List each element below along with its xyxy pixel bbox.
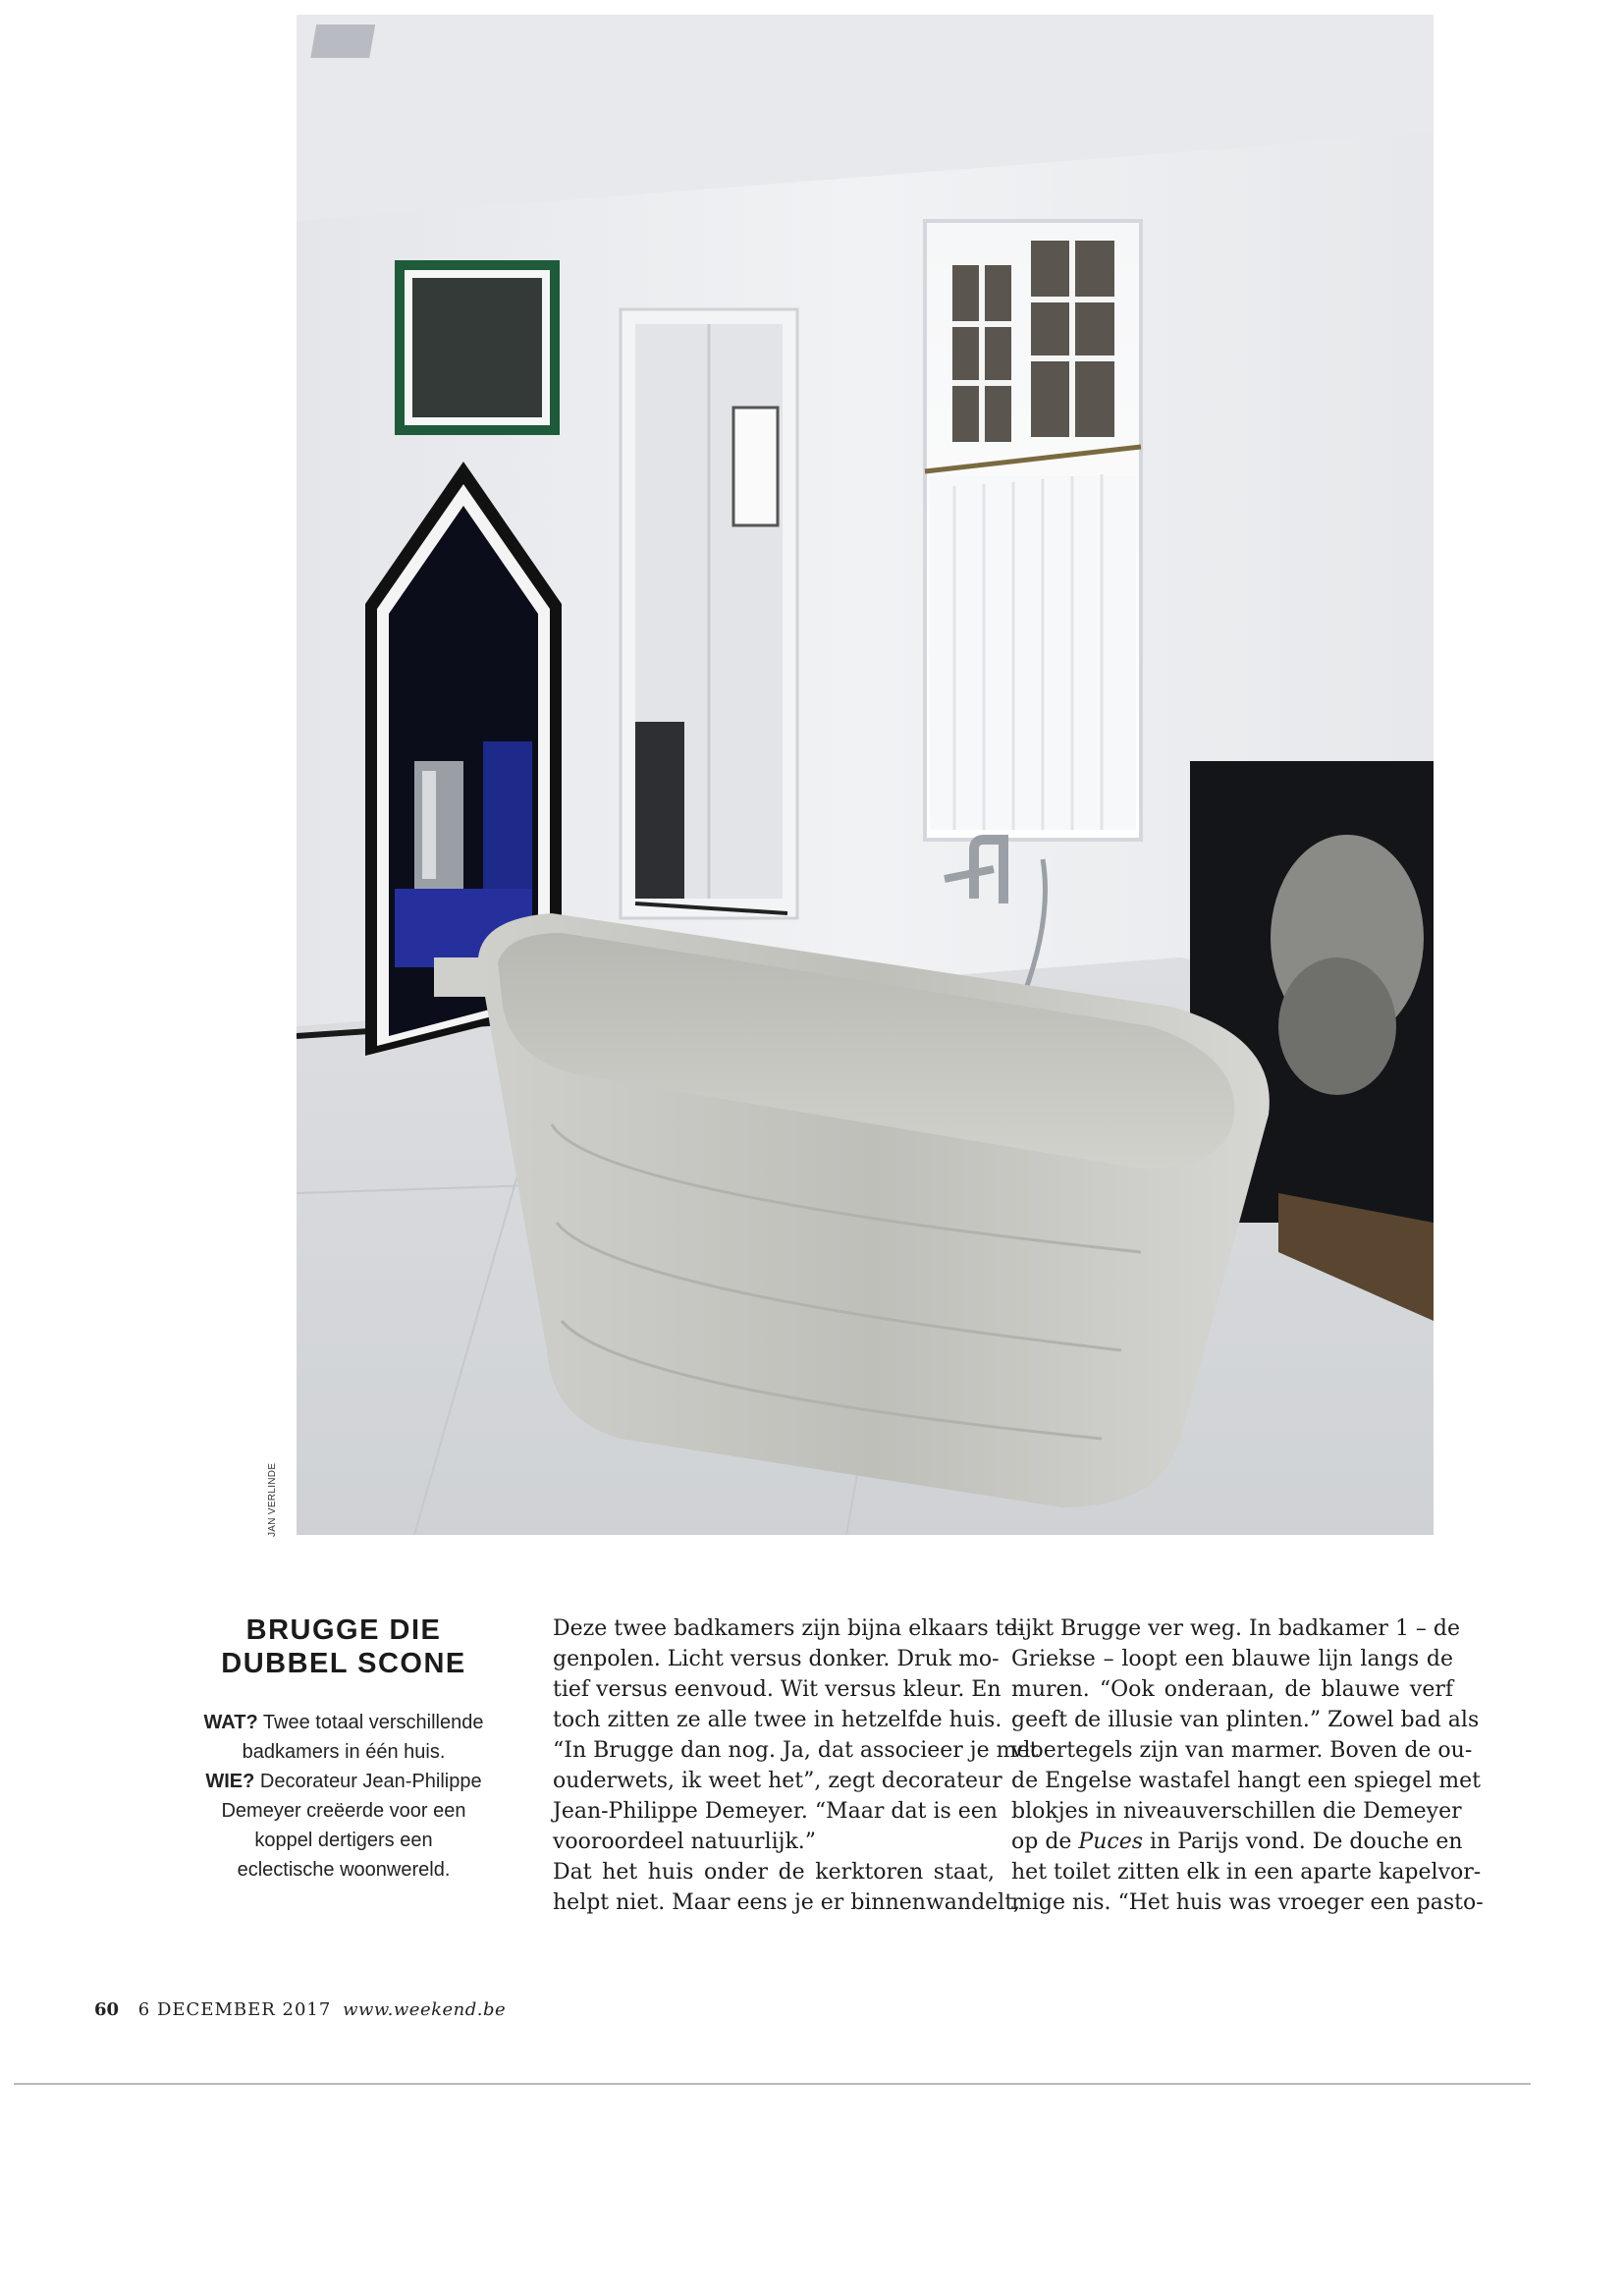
article-column-1 bbox=[553, 1613, 1039, 1918]
article-column-2 bbox=[1011, 1613, 1484, 1918]
col1-line: vooroordeel natuurlijk.” bbox=[553, 1830, 817, 1854]
col1-line: ouderwets, ik weet het”, zegt decorateur bbox=[553, 1769, 1002, 1793]
issue-date: 6 DECEMBER 2017 bbox=[137, 1999, 332, 2020]
bathroom-illustration bbox=[297, 15, 1434, 1535]
wat-text-1: Twee totaal verschillende bbox=[257, 1712, 484, 1733]
bathroom-photo bbox=[297, 15, 1434, 1535]
page-number: 60 bbox=[94, 1999, 120, 2020]
col1-line: Jean-Philippe Demeyer. “Maar dat is een bbox=[553, 1799, 998, 1824]
info-block bbox=[196, 1708, 491, 1885]
headline bbox=[196, 1613, 491, 1680]
wie-label: WIE? bbox=[205, 1771, 255, 1792]
page-footer bbox=[94, 1999, 506, 2020]
wie-line2: Demeyer creëerde voor een bbox=[221, 1800, 466, 1822]
col1-line: Dat het huis onder de kerktoren staat, bbox=[553, 1860, 995, 1885]
wat-label: WAT? bbox=[203, 1712, 258, 1733]
sidebar-box bbox=[196, 1613, 491, 1885]
col2-line: muren. “Ook onderaan, de blauwe verf bbox=[1011, 1677, 1453, 1702]
col1-line: helpt niet. Maar eens je er binnenwandelt, bbox=[553, 1890, 1021, 1915]
wie-text-1: Decorateur Jean-Philippe bbox=[254, 1771, 482, 1792]
headline-line2: DUBBEL SCONE bbox=[221, 1648, 466, 1679]
wie-line1 bbox=[196, 1767, 491, 1796]
scan-divider-line bbox=[14, 2083, 1531, 2085]
wat-line1 bbox=[196, 1708, 491, 1737]
col1-line: tief versus eenvoud. Wit versus kleur. En bbox=[553, 1677, 1001, 1702]
col2-line8c: in Parijs vond. De douche en bbox=[1143, 1830, 1463, 1854]
col2-line bbox=[1011, 1827, 1463, 1857]
website-link[interactable]: www.weekend.be bbox=[343, 1999, 507, 2020]
photo-credit: JAN VERLINDE bbox=[267, 1462, 278, 1537]
wat-line2: badkamers in één huis. bbox=[242, 1741, 446, 1763]
col2-line: mige nis. “Het huis was vroeger een pasto- bbox=[1011, 1890, 1484, 1915]
col2-line: de Engelse wastafel hangt een spiegel met bbox=[1011, 1769, 1482, 1793]
col2-line: lijkt Brugge ver weg. In badkamer 1 – de bbox=[1011, 1616, 1461, 1641]
col1-line: genpolen. Licht versus donker. Druk mo- bbox=[553, 1647, 1000, 1671]
col2-line: blokjes in niveauverschillen die Demeyer bbox=[1011, 1799, 1462, 1824]
col2-line: Griekse – loopt een blauwe lijn langs de bbox=[1011, 1647, 1453, 1671]
col2-line: vloertegels zijn van marmer. Boven de ou- bbox=[1011, 1738, 1473, 1763]
headline-line1: BRUGGE DIE bbox=[245, 1614, 442, 1646]
col2-line8-italic: Puces bbox=[1078, 1830, 1144, 1854]
wie-line4: eclectische woonwereld. bbox=[237, 1859, 451, 1881]
col1-line: “In Brugge dan nog. Ja, dat associeer je met bbox=[553, 1738, 1039, 1763]
col2-line8a: op de bbox=[1011, 1830, 1079, 1854]
col2-line: het toilet zitten elk in een aparte kapelvor- bbox=[1011, 1860, 1482, 1885]
col1-line: Deze twee badkamers zijn bijna elkaars te- bbox=[553, 1616, 1024, 1641]
wie-line3: koppel dertigers een bbox=[254, 1830, 433, 1851]
col2-line: geeft de illusie van plinten.” Zowel bad als bbox=[1011, 1708, 1480, 1732]
col1-line: toch zitten ze alle twee in hetzelfde huis. bbox=[553, 1708, 1002, 1732]
